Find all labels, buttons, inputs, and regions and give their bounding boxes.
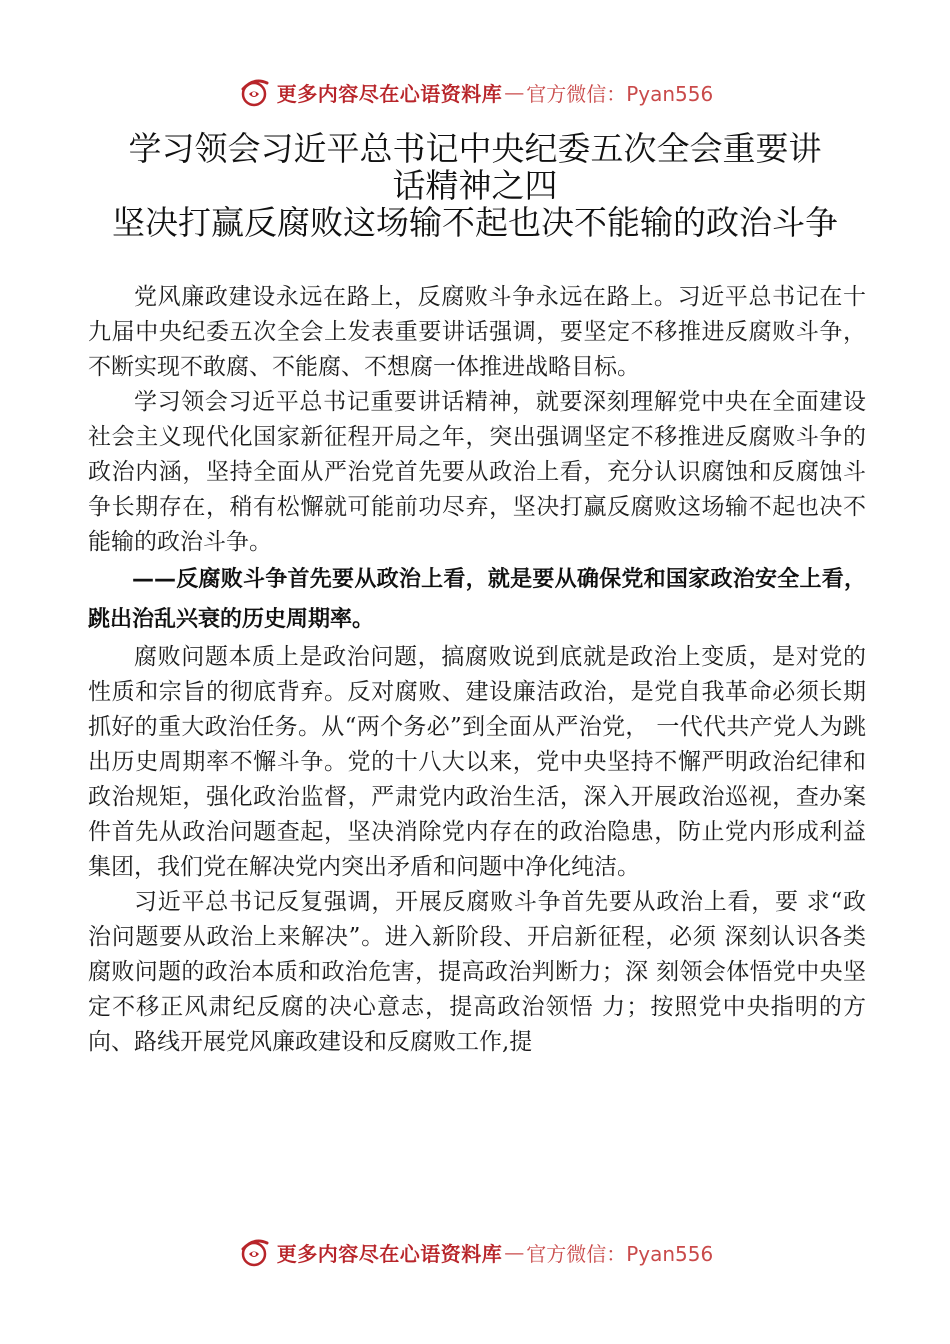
title-line-3: 坚决打赢反腐败这场输不起也决不能输的政治斗争 (112, 203, 838, 242)
wechat-contact: 官方微信：Pyan556 (526, 81, 714, 106)
banner-separator: — (504, 80, 525, 104)
brand-logo-icon (237, 75, 271, 109)
banner-separator: — (504, 1240, 525, 1264)
wechat-contact: 官方微信：Pyan556 (526, 1241, 714, 1266)
brand-name: 更多内容尽在心语资料库 (276, 81, 503, 106)
brand-name: 更多内容尽在心语资料库 (276, 1241, 503, 1266)
document-title (80, 130, 870, 241)
footer-watermark-banner (0, 1232, 950, 1272)
paragraph-1: 党风廉政建设永远在路上，反腐败斗争永远在路上。习近平总书记在十九届中央纪委五次全会上发表重要讲话强调，要坚定不移推进反腐败斗争，不断实现不敢腐、不能腐、不想腐一体推进战略目标。 (88, 284, 866, 380)
section-heading-1: ——反腐败斗争首先要从政治上看，就是要从确保党和国家政治安全上看，跳出治乱兴衰的历史周期率。 (88, 567, 866, 632)
document-body (88, 280, 866, 1060)
paragraph-4: 习近平总书记反复强调，开展反腐败斗争首先要从政治上看，要 求“政治问题要从政治上来解决”。进入新阶段、开启新征程，必须 深刻认识各类腐败问题的政治本质和政治危害，提高政治判断力；深 刻领会体悟党中央坚定不移正风肃纪反腐的决心意志，提高政治领悟 力；按照党中央指明的方向、路线开展党风廉政建设和反腐败工作,提 (88, 889, 866, 1055)
title-line-1: 学习领会习近平总书记中央纪委五次全会重要讲 (128, 129, 822, 168)
paragraph-3: 腐败问题本质上是政治问题，搞腐败说到底就是政治上变质，是对党的性质和宗旨的彻底背弃。反对腐败、建设廉洁政治，是党自我革命必须长期抓好的重大政治任务。从“两个务必”到全面从严治党， 一代代共产党人为跳出历史周期率不懈斗争。党的十八大以来，党中央坚持不懈严明政治纪律和政治规矩，强化政治监督，严肃党内政治生活，深入开展政治巡视，查办案件首先从政治问题查起，坚决消除党内存在的政治隐患，防止党内形成利益集团，我们党在解决党内突出矛盾和问题中净化纯洁。 (88, 644, 866, 880)
header-watermark-banner (0, 72, 950, 112)
paragraph-2: 学习领会习近平总书记重要讲话精神，就要深刻理解党中央在全面建设社会主义现代化国家新征程开局之年，突出强调坚定不移推进反腐败斗争的政治内涵，坚持全面从严治党首先要从政治上看，充分认识腐蚀和反腐蚀斗争长期存在，稍有松懈就可能前功尽弃，坚决打赢反腐败这场输不起也决不能输的政治斗争。 (88, 389, 866, 555)
title-line-2: 话精神之四 (392, 166, 558, 205)
brand-logo-icon (237, 1235, 271, 1269)
